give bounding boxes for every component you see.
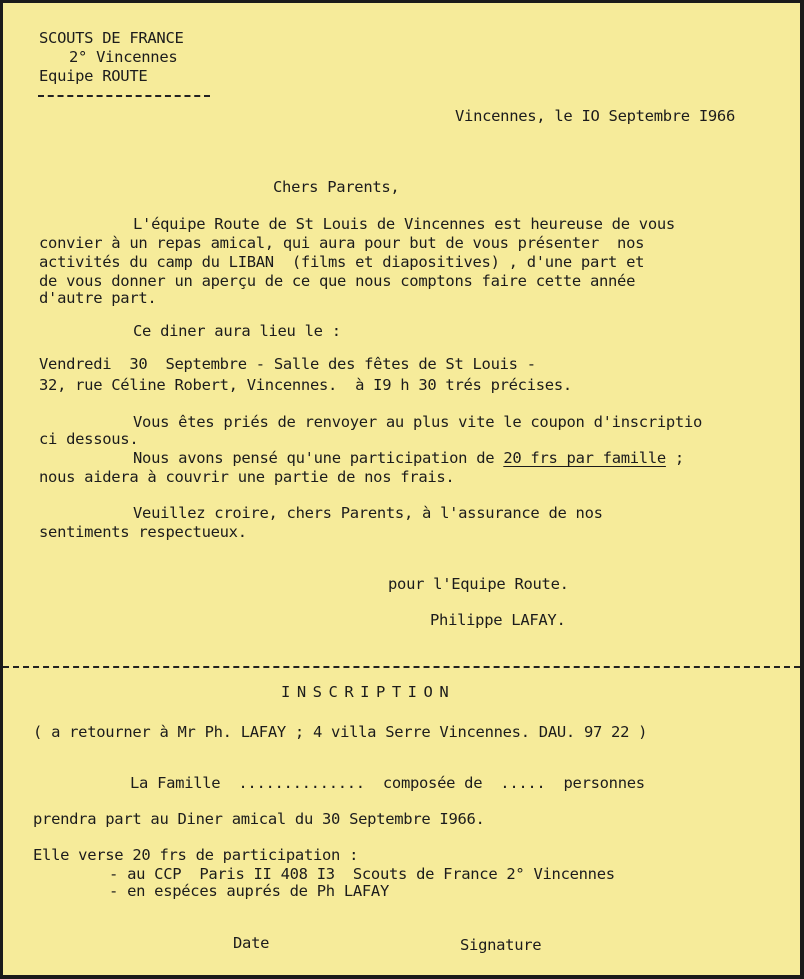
cut-line [3,666,800,668]
signature-name: Philippe LAFAY. [430,611,566,629]
signature-line1: pour l'Equipe Route. [388,575,569,593]
letter-page [3,3,800,975]
coupon-payment-ccp: - au CCP Paris II 408 I3 Scouts de France 2° Vincennes [109,865,615,883]
coupon-payment-intro: Elle verse 20 frs de participation : [33,846,359,864]
coupon-date-label: Date [233,934,270,952]
dateline: Vincennes, le IO Septembre I966 [455,107,735,125]
body-p3-line2: 32, rue Céline Robert, Vincennes. à I9 h 30 trés précises. [39,376,572,394]
body-p5-line2: nous aidera à couvrir une partie de nos frais. [39,468,455,486]
letterhead-branch: 2° Vincennes [69,48,178,66]
coupon-signature-label: Signature [460,936,542,954]
body-p1-line2: convier à un repas amical, qui aura pour but de vous présenter nos [39,234,645,252]
letterhead-team: Equipe ROUTE [39,67,148,85]
body-p1-line4: de vous donner un aperçu de ce que nous comptons faire cette année [39,272,636,290]
salutation: Chers Parents, [273,178,400,196]
coupon-participation-line: prendra part au Diner amical du 30 Septembre I966. [33,810,485,828]
body-p2: Ce diner aura lieu le : [133,322,341,340]
letterhead-rule [38,95,210,97]
body-p6-line2: sentiments respectueux. [39,523,247,541]
participation-amount: 20 frs par famille [503,449,666,467]
body-p1-line3: activités du camp du LIBAN (films et diapositives) , d'une part et [39,253,645,271]
body-p5-line1 [133,449,684,468]
coupon-title: INSCRIPTION [281,683,456,701]
body-p4-line1: Vous êtes priés de renvoyer au plus vite le coupon d'inscriptio [133,413,703,431]
body-p3-line1: Vendredi 30 Septembre - Salle des fêtes de St Louis - [39,355,536,373]
letterhead-org: SCOUTS DE FRANCE [39,29,184,47]
coupon-payment-cash: - en espéces auprés de Ph LAFAY [109,882,389,900]
body-p1-line1: L'équipe Route de St Louis de Vincennes est heureuse de vous [133,215,675,233]
body-p5-suffix: ; [665,449,684,467]
body-p4-line2: ci dessous. [39,430,139,448]
body-p6-line1: Veuillez croire, chers Parents, à l'assurance de nos [133,504,603,522]
coupon-family-line: La Famille .............. composée de ..... personnes [130,774,645,792]
coupon-return-note: ( a retourner à Mr Ph. LAFAY ; 4 villa Serre Vincennes. DAU. 97 22 ) [33,723,648,741]
body-p1-line5: d'autre part. [39,289,157,307]
body-p5-prefix: Nous avons pensé qu'une participation de [133,449,504,467]
